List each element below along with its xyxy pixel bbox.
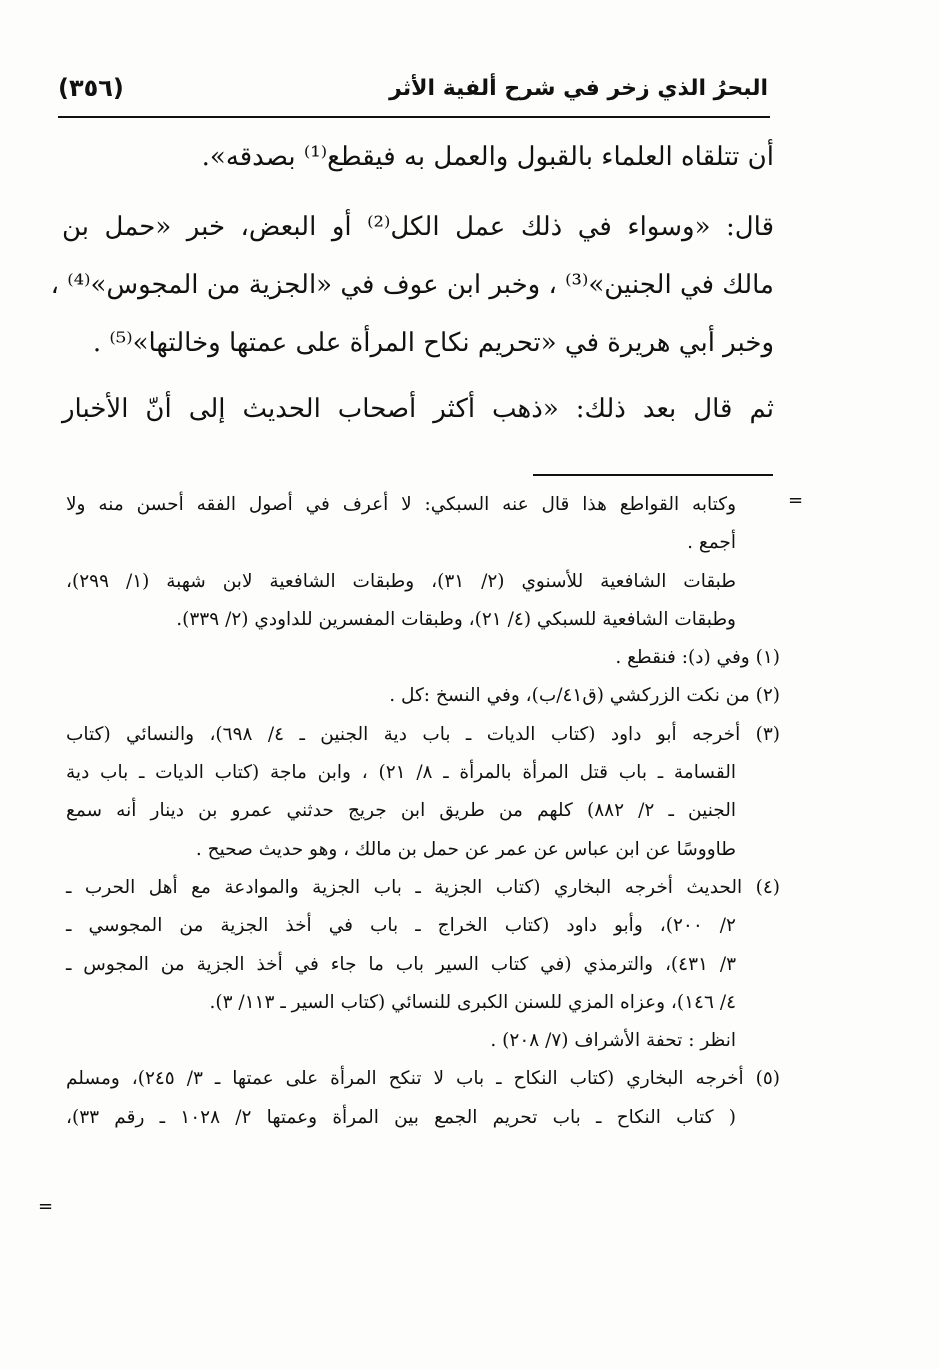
- running-header: [58, 70, 768, 114]
- footnote-line: ٢/ ٢٠٠)، وأبو داود (كتاب الخراج ـ باب في أخذ الجزية من المجوسي ـ: [66, 915, 736, 937]
- footnote-3: (٣) أخرجه أبو داود (كتاب الديات ـ باب دية الجنين ـ ٤/ ٦٩٨)، والنسائي (كتاب: [66, 723, 780, 745]
- paragraph-3: [62, 380, 774, 438]
- footnote-line: أجمع .: [687, 532, 736, 554]
- continuation-mark-top: =: [788, 490, 804, 511]
- footnote-line: ٤/ ١٤٦)، وعزاه المزي للسنن الكبرى للنسائي (كتاب السير ـ ١١٣/ ٣).: [209, 991, 736, 1013]
- footnote-line: ( كتاب النكاح ـ باب تحريم الجمع بين المرأة وعمتها ٢/ ١٠٢٨ ـ رقم ٣٣)،: [66, 1106, 736, 1128]
- paragraph-2: [50, 198, 775, 372]
- footnote-line: ٣/ ٤٣١)، والترمذي (في كتاب السير باب ما جاء في أخذ الجزية من المجوس ـ: [66, 953, 736, 975]
- continuation-mark-bottom: =: [38, 1196, 54, 1217]
- header-rule: [58, 116, 770, 118]
- footnote-line: القسامة ـ باب قتل المرأة بالمرأة ـ ٨/ ٢١) ، وابن ماجة (كتاب الديات ـ باب دية: [66, 762, 736, 784]
- text-line: وخبر أبي هريرة في «تحريم نكاح المرأة على عمتها وخالتها»⁽⁵⁾ .: [92, 328, 774, 358]
- footnote-line: الجنين ـ ٢/ ٨٨٢) كلهم من طريق ابن جريج حدثني عمرو بن دينار أنه سمع: [66, 800, 736, 822]
- footnote-line: طبقات الشافعية للأسنوي (٢/ ٣١)، وطبقات الشافعية لابن شهبة (١/ ٢٩٩)،: [66, 570, 736, 592]
- footnotes: [66, 486, 780, 1137]
- header-title: البحرُ الذي زخر في شرح ألفية الأثر: [389, 76, 768, 101]
- footnote-5: (٥) أخرجه البخاري (كتاب النكاح ـ باب لا تنكح المرأة على عمتها ـ ٣/ ٢٤٥)، ومسلم: [66, 1068, 780, 1090]
- page-number: (٣٥٦): [58, 74, 124, 102]
- text-line: أن تتلقاه العلماء بالقبول والعمل به فيقطع⁽¹⁾ بصدقه».: [201, 142, 774, 172]
- footnote-line: انظر : تحفة الأشراف (٧/ ٢٠٨) .: [490, 1030, 736, 1052]
- text-line: قال: «وسواء في ذلك عمل الكل⁽²⁾ أو البعض، خبر «حمل بن: [62, 212, 775, 242]
- paragraph-1: [62, 128, 774, 186]
- footnote-line: وطبقات الشافعية للسبكي (٤/ ٢١)، وطبقات المفسرين للداودي (٢/ ٣٣٩).: [176, 608, 736, 630]
- footnote-2: (٢) من نكت الزركشي (ق٤١/ب)، وفي النسخ :كل .: [389, 685, 780, 707]
- footnote-separator: [533, 474, 773, 476]
- text-line: مالك في الجنين»⁽³⁾ ، وخبر ابن عوف في «الجزية من المجوس»⁽⁴⁾ ،: [50, 270, 774, 300]
- footnote-4: (٤) الحديث أخرجه البخاري (كتاب الجزية ـ باب الجزية والموادعة مع أهل الحرب ـ: [66, 876, 780, 898]
- footnote-line: وكتابه القواطع هذا قال عنه السبكي: لا أعرف في أصول الفقه أحسن منه ولا: [66, 494, 736, 515]
- footnote-line: طاووسًا عن ابن عباس عن عمر عن حمل بن مالك ، وهو حديث صحيح .: [195, 838, 736, 860]
- footnote-1: (١) وفي (د): فنقطع .: [615, 647, 780, 669]
- text-line: ثم قال بعد ذلك: «ذهب أكثر أصحاب الحديث إلى أنّ الأخبار: [62, 394, 774, 424]
